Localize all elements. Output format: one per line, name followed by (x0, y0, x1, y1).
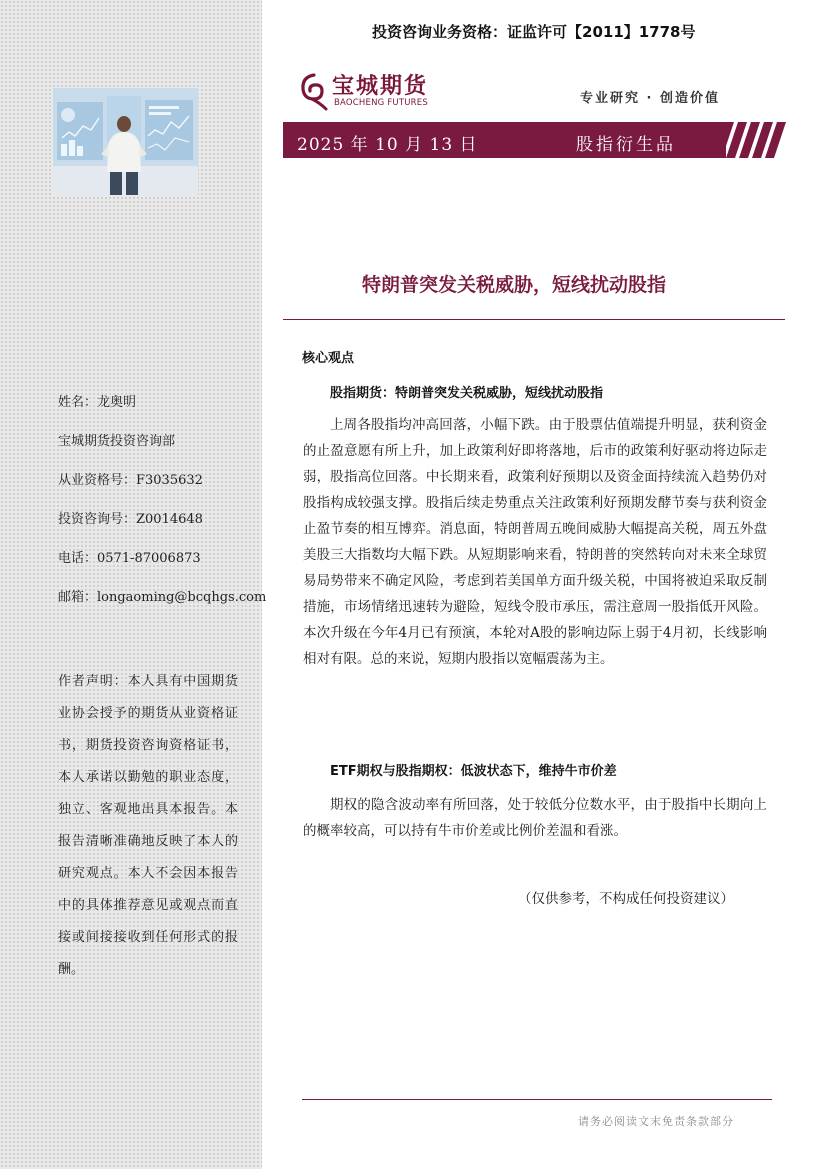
author-consulting-no: 投资咨询号：Z0014648 (58, 512, 203, 527)
report-date: 2025 年 10 月 13 日 (297, 135, 478, 155)
report-category: 股指衍生品 (576, 135, 676, 155)
author-phone: 电话：0571-87006873 (58, 551, 201, 566)
title-divider (283, 319, 785, 320)
sidebar (0, 0, 267, 1169)
author-info (58, 393, 267, 627)
section-heading-options: ETF期权与股指期权：低波状态下，维持牛市价差 (330, 764, 617, 779)
author-department: 宝城期货投资咨询部 (58, 434, 176, 449)
author-email[interactable]: 邮箱：longaoming@bcqhgs.com (58, 590, 267, 605)
section-text-futures: 上周各股指均冲高回落，小幅下跌。由于股票估值端提升明显，获利资金的止盈意愿有所上升，加上政策利好即将落地，后市的政策利好驱动将边际走弱，股指高位回落。中长期来看，政策利好预期以及资金面持续流入趋势仍对股指构成较强支撑。股指后续走势重点关注政策利好预期发酵节奏与获利资金止盈节奏的相互博弈。消息面，特朗普周五晚间威胁大幅提高关税，周五外盘美股三大指数均大幅下跌。从短期影响来看，特朗普的突然转向对未来全球贸易局势带来不确定风险，考虑到若美国单方面升级关税，中国将被迫采取反制措施，市场情绪迅速转为避险，短线令股市承压，需注意周一股指低开风险。本次升级在今年4月已有预演，本轮对A股的影响边际上弱于4月初，长线影响相对有限。总的来说，短期内股指以宽幅震荡为主。 (303, 417, 767, 667)
section-heading-futures: 股指期货：特朗普突发关税威胁，短线扰动股指 (330, 386, 604, 401)
footer-note: 请务必阅读文末免责条款部分 (578, 1115, 734, 1128)
hero-image (53, 88, 198, 195)
author-statement: 作者声明：本人具有中国期货业协会授予的期货从业资格证书，期货投资咨询资格证书，本人承诺以勤勉的职业态度，独立、客观地出具本报告。本报告清晰准确地反映了本人的研究观点。本人不会因本报告中的具体推荐意见或观点而直接或间接接收到任何形式的报酬。 (58, 674, 238, 977)
author-qualification-no: 从业资格号：F3035632 (58, 473, 203, 488)
footer-divider (302, 1099, 772, 1100)
brand-name: 宝城期货 (332, 73, 429, 99)
report-title: 特朗普突发关税威胁，短线扰动股指 (362, 274, 667, 296)
slogan: 专业研究 · 创造价值 (580, 91, 720, 106)
section-text-options: 期权的隐含波动率有所回落，处于较低分位数水平，由于股指中长期向上的概率较高，可以持有牛市价差或比例价差温和看涨。 (303, 797, 767, 839)
core-views-heading: 核心观点 (302, 351, 355, 366)
disclaimer: （仅供参考，不构成任何投资建议） (518, 891, 734, 907)
brand-name-en: BAOCHENG FUTURES (334, 98, 428, 108)
license-line: 投资咨询业务资格：证监许可【2011】1778号 (372, 23, 696, 41)
author-name: 姓名：龙奥明 (58, 395, 137, 410)
banner-stripes-icon (714, 122, 786, 158)
